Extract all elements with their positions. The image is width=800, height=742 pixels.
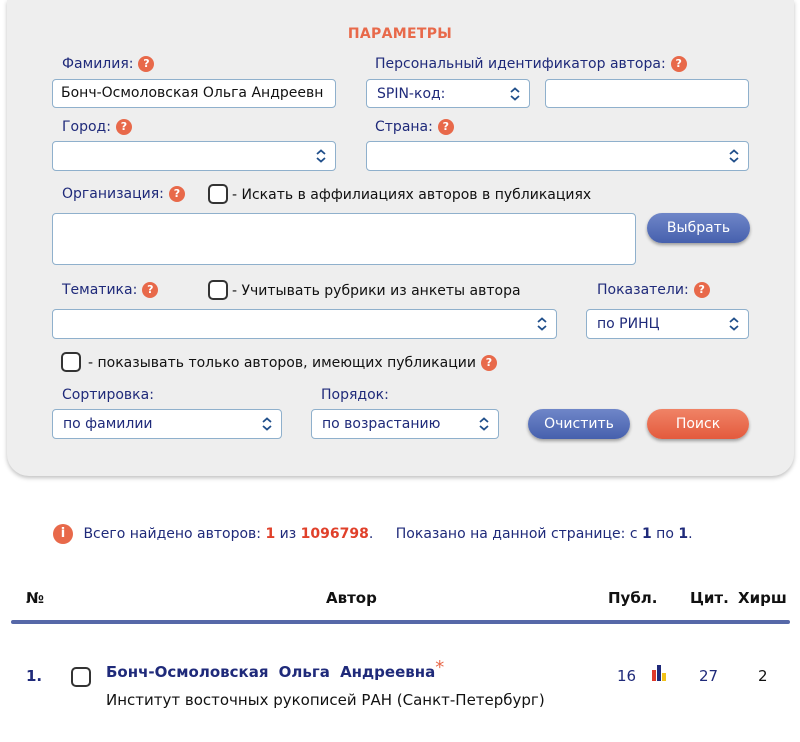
results-summary: [53, 524, 693, 544]
indicators-select[interactable]: [586, 309, 749, 339]
organization-label: Организация: ?: [62, 185, 185, 203]
topic-label: Тематика: ?: [62, 281, 158, 299]
select-chevron-icon: [315, 149, 327, 163]
order-value: по возрастанию: [322, 416, 441, 432]
help-icon[interactable]: ?: [481, 355, 497, 371]
citations-count[interactable]: 27: [699, 667, 719, 685]
sort-select[interactable]: [52, 409, 282, 439]
header-citations[interactable]: Цит.: [690, 589, 729, 607]
organization-textarea[interactable]: [52, 213, 636, 265]
table-header-divider: [11, 620, 790, 624]
only-with-publications-checkbox[interactable]: [61, 352, 81, 372]
select-chevron-icon: [478, 417, 490, 431]
row-number: 1.: [26, 667, 43, 685]
help-icon[interactable]: ?: [169, 186, 185, 202]
country-label: Страна: ?: [375, 118, 454, 136]
shown-prefix: Показано на данной странице: с: [395, 526, 642, 542]
shown-to: 1: [678, 526, 689, 542]
found-prefix: Всего найдено авторов:: [83, 526, 266, 542]
shown-suffix: .: [688, 526, 693, 542]
indicators-value: по РИНЦ: [597, 316, 660, 332]
select-chevron-icon: [509, 87, 521, 101]
sort-label: Сортировка:: [62, 387, 154, 403]
help-icon[interactable]: ?: [694, 282, 710, 298]
author-id-input[interactable]: [545, 79, 749, 108]
affiliation-search-checkbox[interactable]: [208, 184, 228, 204]
topic-select[interactable]: [52, 309, 557, 339]
header-hirsch[interactable]: Хирш: [738, 589, 787, 607]
author-id-label: Персональный идентификатор автора: ?: [375, 55, 687, 73]
select-chevron-icon: [728, 317, 740, 331]
order-label: Порядок:: [321, 387, 389, 403]
surname-input[interactable]: Бонч-Осмоловская Ольга Андреевн: [52, 79, 336, 108]
publications-count[interactable]: 16: [617, 667, 637, 685]
bar-chart-icon[interactable]: [651, 664, 669, 682]
author-id-type-value: SPIN-код:: [377, 86, 446, 102]
help-icon[interactable]: ?: [142, 282, 158, 298]
total-count: 1096798: [300, 526, 369, 542]
info-icon: i: [53, 524, 73, 544]
sort-value: по фамилии: [63, 416, 153, 432]
author-name-link[interactable]: [106, 657, 445, 684]
shown-from: 1: [641, 526, 652, 542]
only-with-publications-label: - показывать только авторов, имеющих публикации ?: [88, 354, 497, 372]
select-chevron-icon: [261, 417, 273, 431]
found-count: 1: [265, 526, 276, 542]
panel-title: ПАРАМЕТРЫ: [347, 26, 453, 42]
clear-button[interactable]: Очистить: [528, 409, 630, 439]
select-organization-button[interactable]: Выбрать: [647, 213, 750, 243]
hirsch-index: 2: [758, 667, 768, 685]
help-icon[interactable]: ?: [671, 56, 687, 72]
order-select[interactable]: [311, 409, 499, 439]
profile-topics-checkbox-label: - Учитывать рубрики из анкеты автора: [232, 283, 521, 299]
header-author[interactable]: Автор: [326, 589, 377, 607]
country-select[interactable]: [366, 141, 749, 171]
help-icon[interactable]: ?: [116, 119, 132, 135]
affiliation-search-checkbox-label: - Искать в аффилиациях авторов в публикациях: [232, 187, 592, 203]
author-id-type-select[interactable]: [366, 79, 530, 108]
row-select-checkbox[interactable]: [71, 667, 91, 687]
city-label: Город: ?: [62, 118, 132, 136]
search-button[interactable]: Поиск: [647, 409, 749, 439]
author-organization: Институт восточных рукописей РАН (Санкт-Петербург): [106, 691, 545, 709]
author-name: Бонч-Осмоловская Ольга Андреевна: [106, 663, 436, 681]
help-icon[interactable]: ?: [438, 119, 454, 135]
city-select[interactable]: [52, 141, 336, 171]
profile-topics-checkbox[interactable]: [208, 280, 228, 300]
header-publications[interactable]: Публ.: [608, 589, 658, 607]
help-icon[interactable]: ?: [138, 56, 154, 72]
indicators-label: Показатели: ?: [597, 281, 710, 299]
surname-label: Фамилия: ?: [62, 55, 154, 73]
shown-mid: по: [651, 526, 679, 542]
table-row: [0, 650, 800, 720]
select-chevron-icon: [728, 149, 740, 163]
registered-star-icon: *: [435, 657, 445, 678]
found-suffix: .: [368, 526, 374, 542]
header-num: №: [26, 589, 45, 607]
found-of: из: [275, 526, 301, 542]
select-chevron-icon: [536, 317, 548, 331]
